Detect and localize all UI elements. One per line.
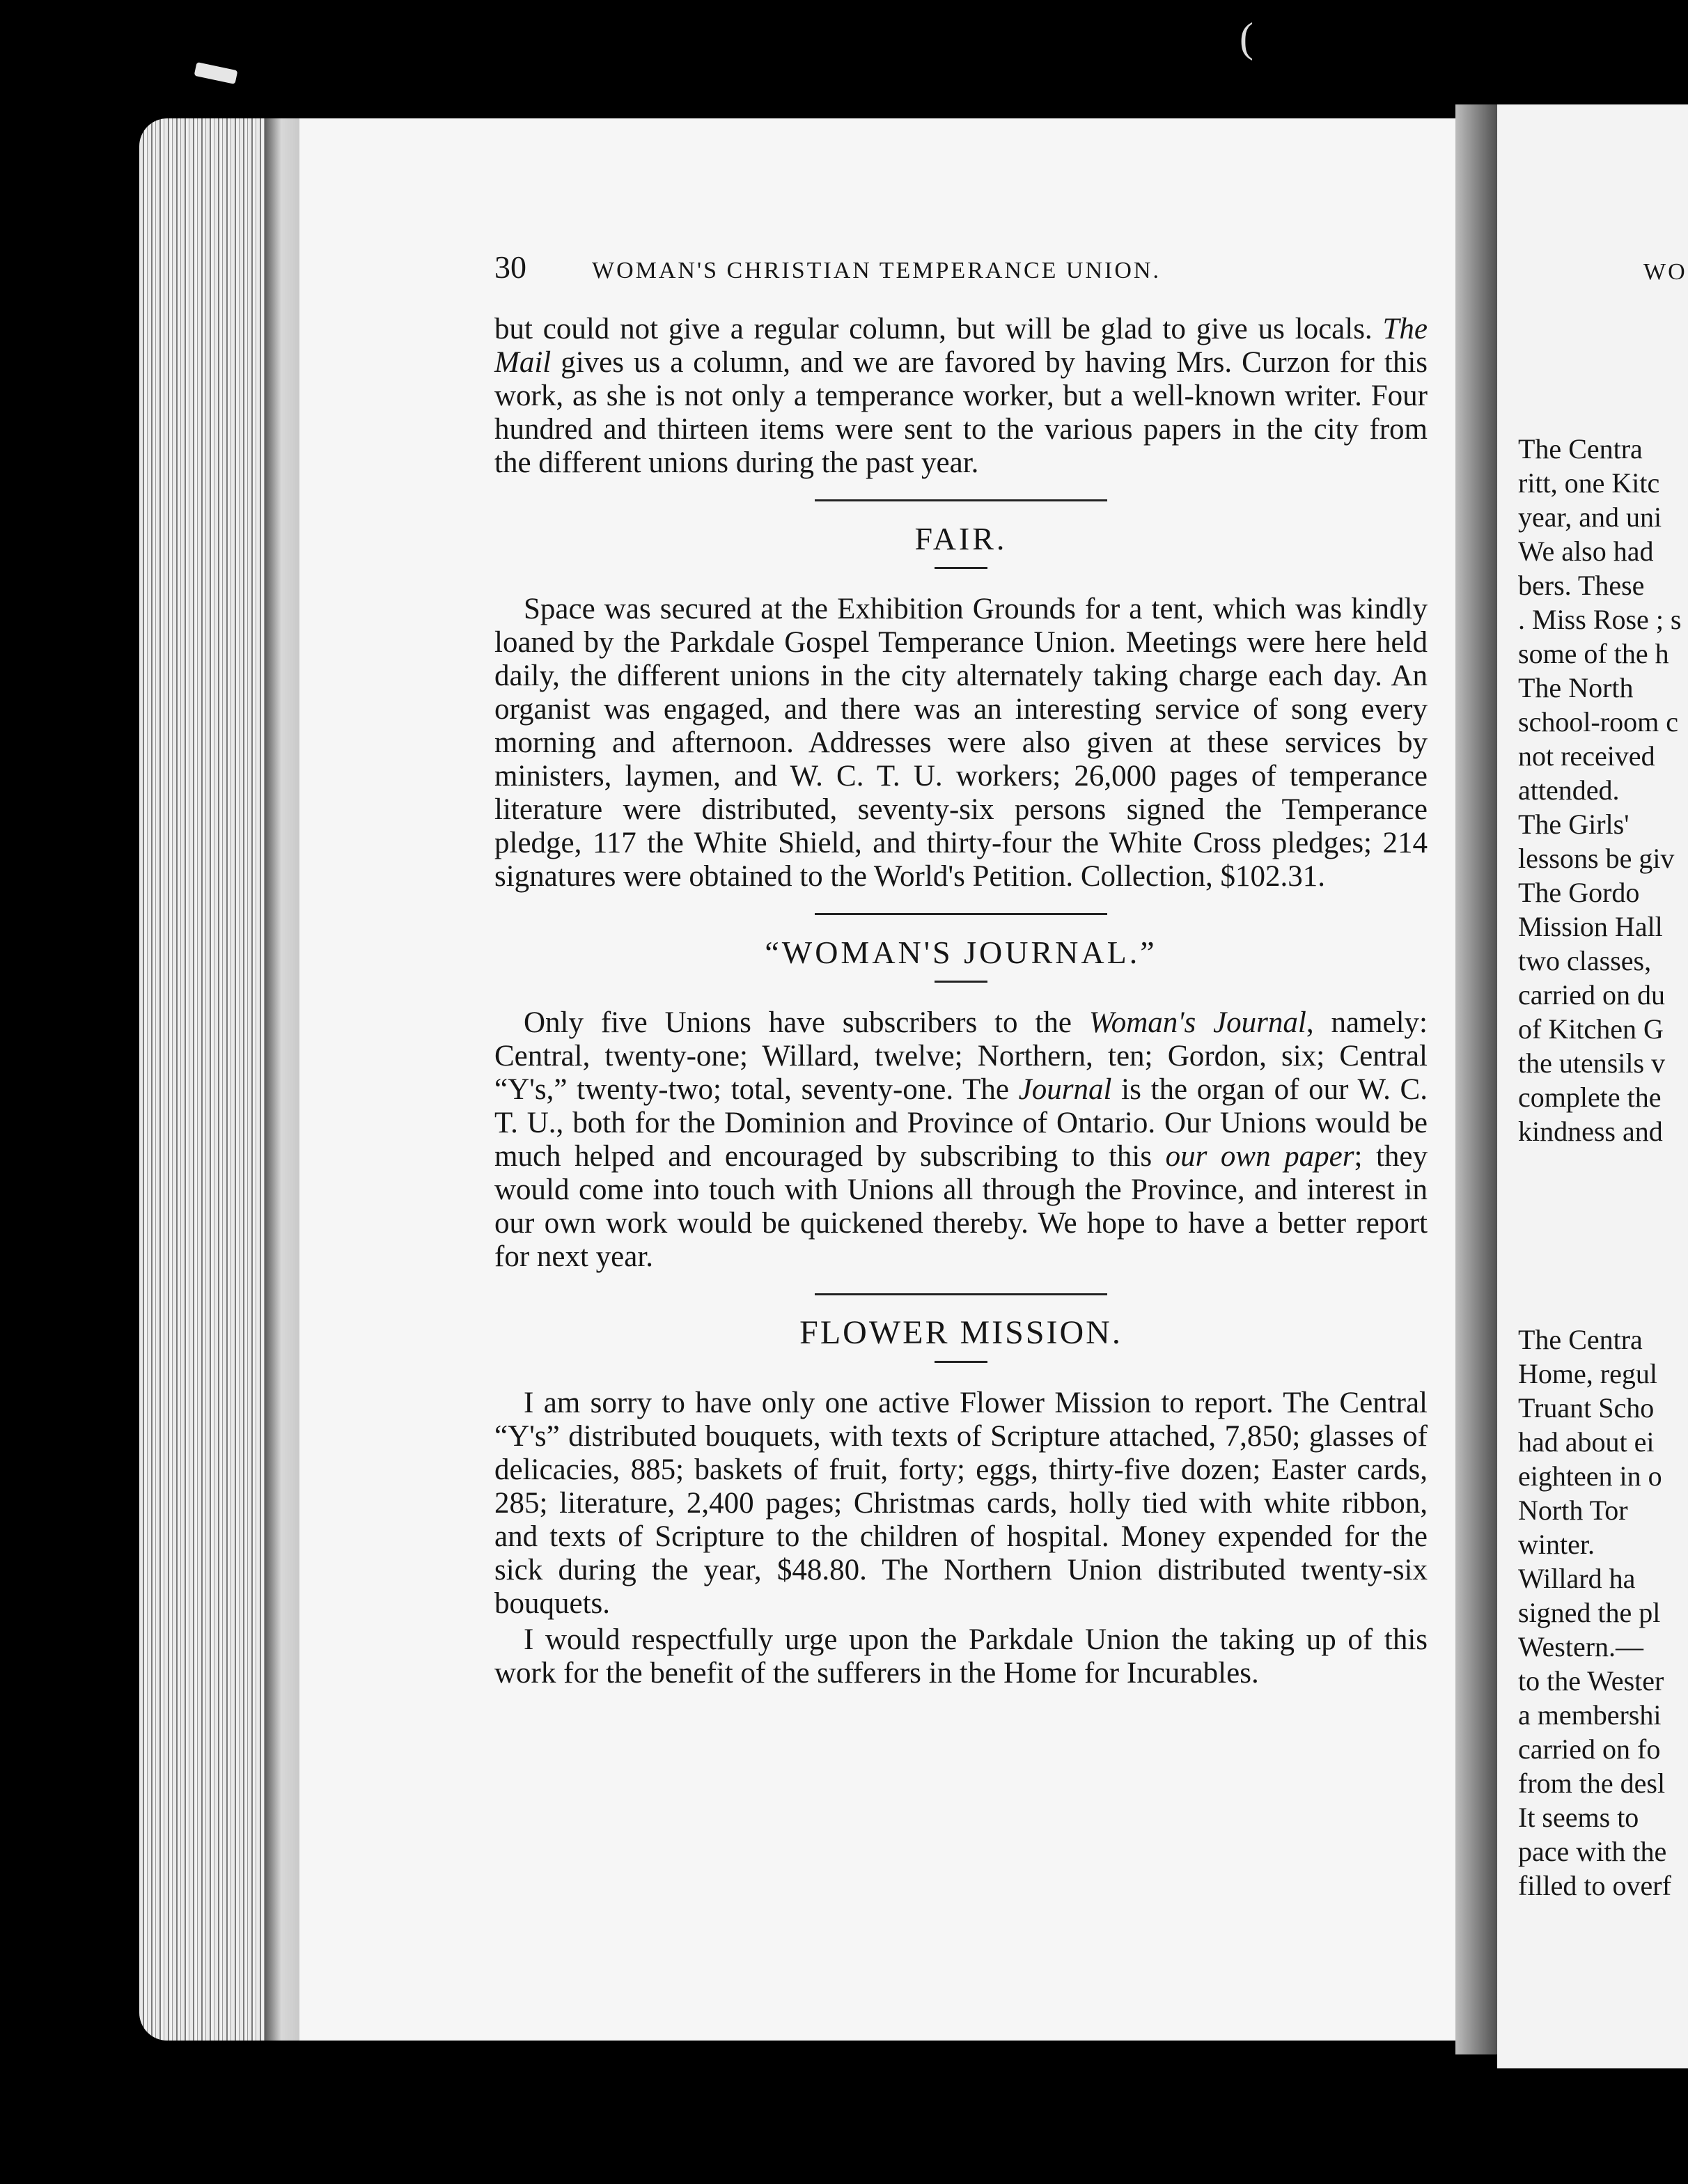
right-page-line: attended. bbox=[1518, 774, 1620, 806]
heading-underline bbox=[935, 981, 987, 983]
right-page-line: had about ei bbox=[1518, 1426, 1655, 1458]
page-number: 30 bbox=[494, 249, 526, 285]
right-page-line: kindness and bbox=[1518, 1116, 1663, 1147]
right-page-line: to the Wester bbox=[1518, 1665, 1664, 1696]
section-heading-journal: “WOMAN'S JOURNAL.” bbox=[765, 935, 1157, 970]
right-page-line: It seems to bbox=[1518, 1802, 1639, 1833]
section-divider bbox=[815, 1293, 1107, 1295]
left-page-text bbox=[494, 251, 1428, 1690]
flower-paragraph-2: I would respectfully urge upon the Parkdale Union the taking up of this work for the benefit of the sufferers in the Home for Incurables. bbox=[494, 1623, 1428, 1690]
right-page-line: We also had bbox=[1518, 536, 1654, 567]
section-heading-fair: FAIR. bbox=[914, 521, 1008, 556]
right-page-line: lessons be giv bbox=[1518, 843, 1675, 874]
right-page-line: pace with the bbox=[1518, 1836, 1667, 1867]
journal-italic-3: our own paper bbox=[1165, 1140, 1354, 1173]
section-heading-flower-mission: FLOWER MISSION. bbox=[799, 1314, 1123, 1351]
journal-text-4: ; they would come into touch with Unions all through the Province, and interest in our own work would be quickened thereby. We hope to have a better report for next year. bbox=[494, 1140, 1428, 1273]
right-page-line: carried on fo bbox=[1518, 1733, 1661, 1765]
section-divider bbox=[815, 499, 1107, 501]
intro-paragraph bbox=[494, 313, 1428, 480]
journal-text-1: Only five Unions have subscribers to the bbox=[524, 1006, 1089, 1039]
paper-fragment bbox=[194, 62, 238, 84]
right-page-line: not received bbox=[1518, 740, 1655, 772]
right-page-line: year, and uni bbox=[1518, 501, 1662, 533]
right-page-line: The Centra bbox=[1518, 1324, 1643, 1355]
right-page-line: bers. These bbox=[1518, 570, 1645, 601]
right-page-line: Mission Hall bbox=[1518, 911, 1663, 942]
right-page-line: the utensils v bbox=[1518, 1047, 1666, 1079]
heading-underline bbox=[935, 1361, 987, 1363]
journal-italic-1: Woman's Journal bbox=[1088, 1006, 1306, 1039]
right-page-gap bbox=[1518, 1148, 1688, 1323]
right-page-line: Home, regul bbox=[1518, 1358, 1657, 1389]
right-page-line: of Kitchen G bbox=[1518, 1013, 1664, 1045]
heading-underline bbox=[935, 567, 987, 569]
intro-text-start: but could not give a regular column, but will be glad to give us locals. bbox=[494, 313, 1383, 345]
right-page-line: a membershi bbox=[1518, 1699, 1662, 1731]
right-page-line: The Centra bbox=[1518, 433, 1643, 465]
right-page-line: complete the bbox=[1518, 1082, 1662, 1113]
stray-mark: ( bbox=[1240, 15, 1253, 61]
journal-paragraph bbox=[494, 1006, 1428, 1274]
right-page-line: some of the h bbox=[1518, 638, 1669, 669]
right-page-line: carried on du bbox=[1518, 979, 1666, 1011]
right-page-line: two classes, bbox=[1518, 945, 1652, 976]
right-page-line: from the desl bbox=[1518, 1768, 1666, 1799]
right-page-line: The Gordo bbox=[1518, 877, 1640, 908]
right-page-line: school-room c bbox=[1518, 706, 1678, 738]
right-page-line: . Miss Rose ; s bbox=[1518, 604, 1682, 635]
running-head: WOMAN'S CHRISTIAN TEMPERANCE UNION. bbox=[592, 258, 1161, 283]
fair-paragraph: Space was secured at the Exhibition Grounds for a tent, which was kindly loaned by the Parkdale Gospel Temperance Union. Meetings were here held daily, the different unions in the city alternately taking charge each day. An organist was engaged, and there was an interesting service of song every morning and afternoon. Addresses were also given at these services by ministers, laymen, and W. C. T. U. workers; 26,000 pages of temperance literature were distributed, seventy-six persons signed the Temperance pledge, 117 the White Shield, and thirty-four the White Cross pledges; 214 signatures were obtained to the World's Petition. Collection, $102.31. bbox=[494, 593, 1428, 893]
right-page-line: The North bbox=[1518, 672, 1634, 703]
right-page-line: The Girls' bbox=[1518, 809, 1630, 840]
journal-text-2: , namely: Central, twenty-one; Willard, twelve; Northern, ten; Gordon, six; Central “Y's,” twenty-two; total, seventy-one. The bbox=[494, 1006, 1428, 1106]
right-running-head: WO bbox=[1643, 259, 1687, 285]
right-page-line: ritt, one Kitc bbox=[1518, 467, 1660, 499]
intro-italic-title: The Mail bbox=[494, 313, 1428, 379]
flower-paragraph-1: I am sorry to have only one active Flower Mission to report. The Central “Y's” distributed bouquets, with texts of Scripture attached, 7,850; glasses of delicacies, 885; baskets of fruit, forty; eggs, thirty-five dozen; Easter cards, 285; literature, 2,400 pages; Christmas cards, holly tied with white ribbon, and texts of Scripture to the children of hospital. Money expended for the sick during the year, $48.80. The Northern Union distributed twenty-six bouquets. bbox=[494, 1387, 1428, 1620]
journal-text-3: is the organ of our W. C. T. U., both for the Dominion and Province of Ontario. Our Unions would be much helped and encouraged by subscribing to this bbox=[494, 1073, 1428, 1173]
journal-italic-2: Journal bbox=[1018, 1073, 1112, 1106]
right-page-text bbox=[1518, 432, 1688, 1903]
page-header bbox=[494, 251, 1428, 288]
right-page-line: Willard ha bbox=[1518, 1563, 1636, 1594]
right-page-line: North Tor bbox=[1518, 1495, 1628, 1526]
section-divider bbox=[815, 913, 1107, 915]
right-page-line: signed the pl bbox=[1518, 1597, 1661, 1628]
right-page-line: Truant Scho bbox=[1518, 1392, 1655, 1424]
right-page-line: eighteen in o bbox=[1518, 1460, 1662, 1492]
right-page-line: winter. bbox=[1518, 1529, 1595, 1560]
right-page-line: filled to overf bbox=[1518, 1870, 1671, 1901]
intro-text-end: gives us a column, and we are favored by having Mrs. Curzon for this work, as she is not only a temperance worker, but a well-known writer. Four hundred and thirteen items were sent to the various papers in the city from the different unions during the past year. bbox=[494, 346, 1428, 479]
right-page-line: Western.— bbox=[1518, 1631, 1644, 1662]
